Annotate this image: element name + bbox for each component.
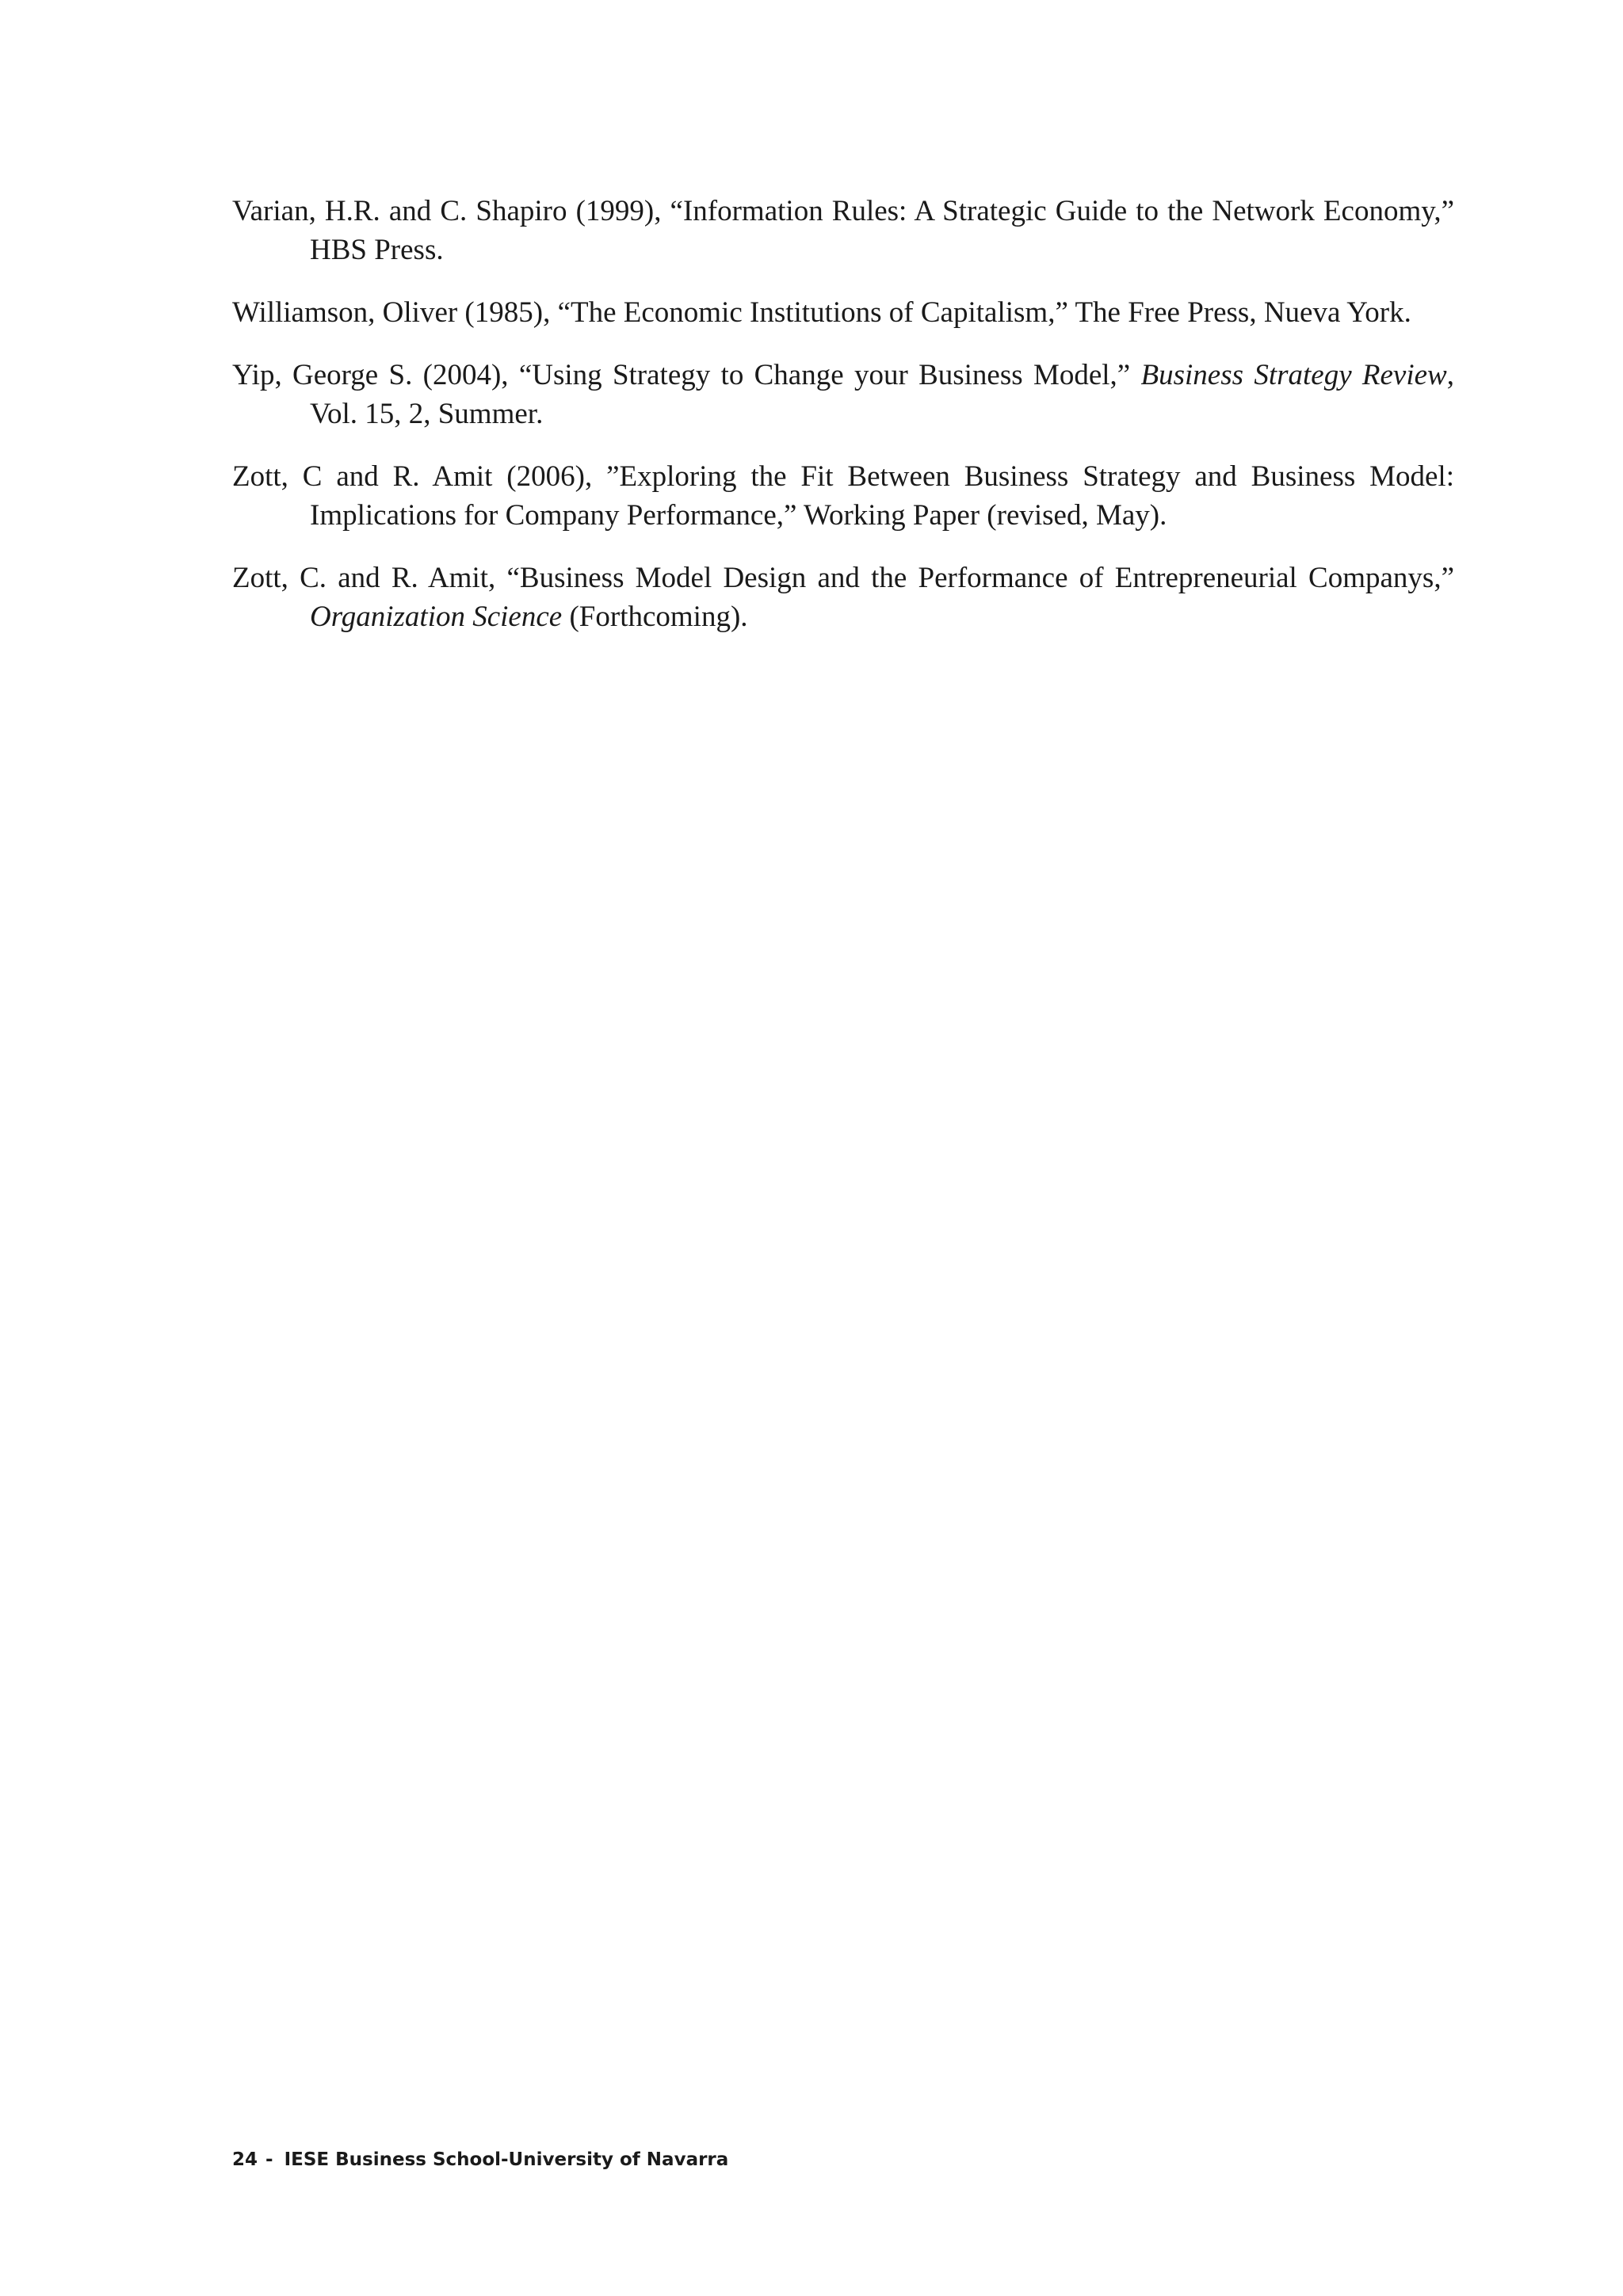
institution-name: IESE Business School-University of Navarra: [284, 2149, 729, 2170]
reference-entry: Williamson, Oliver (1985), “The Economic Institutions of Capitalism,” The Free Press, Nueva York.: [232, 296, 1411, 329]
reference-entry: Zott, C and R. Amit (2006), ”Exploring the Fit Between Business Strategy and Business Model: Implications for Company Performance,” Working Paper (revised, May).: [232, 460, 1454, 532]
footer-separator: -: [265, 2149, 273, 2170]
reference-entry: Zott, C. and R. Amit, “Business Model Design and the Performance of Entrepreneurial Companys,” Organization Science (Forthcoming).: [232, 562, 1454, 633]
reference-entry: Yip, George S. (2004), “Using Strategy to Change your Business Model,” Business Strategy Review, Vol. 15, 2, Summer.: [232, 359, 1454, 430]
reference-entry: Varian, H.R. and C. Shapiro (1999), “Information Rules: A Strategic Guide to the Network Economy,” HBS Press.: [232, 195, 1454, 266]
journal-title: Organization Science: [310, 601, 563, 633]
page-footer: [232, 2149, 728, 2170]
journal-title: Business Strategy Review: [1140, 359, 1447, 391]
page-number: 24: [232, 2149, 258, 2170]
reference-list: [232, 192, 1454, 660]
